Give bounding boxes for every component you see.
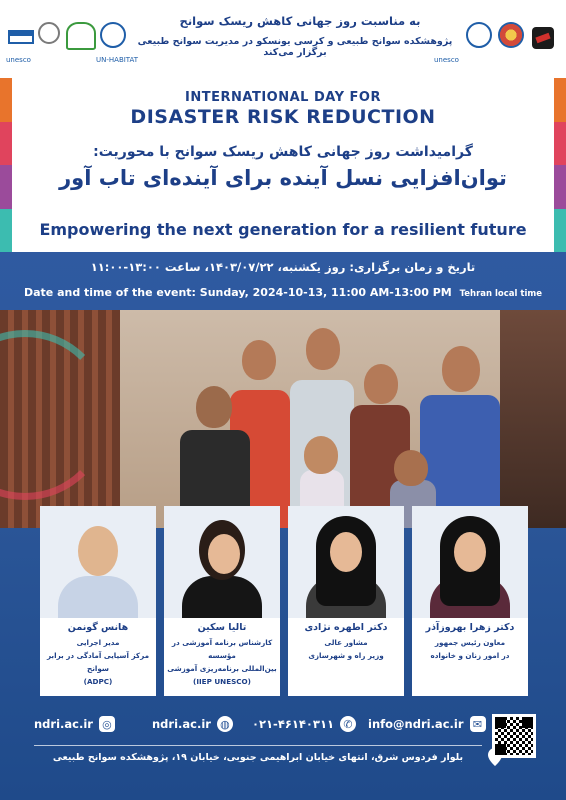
- speaker-role-2: مرکز آسیایی آمادگی در برابر سوانح: [46, 651, 150, 673]
- email-contact[interactable]: [368, 716, 486, 732]
- website-link[interactable]: ndri.ac.ir: [152, 717, 211, 731]
- event-date-fa: تاریخ و زمان برگزاری: روز یکشنبه، ۱۴۰۳/۰۷/۲۲، ساعت ۱۳:۰۰-۱۱:۰۰: [90, 260, 476, 274]
- email-address[interactable]: info@ndri.ac.ir: [368, 717, 464, 731]
- un-habitat-logo: [100, 22, 126, 48]
- speaker-role-2: در امور زنان و خانواده: [430, 651, 510, 660]
- header-organizer: پژوهشکده سوانح طبیعی و کرسی یونسکو در مدیریت سوانح طبیعی برگزار می‌کند: [137, 36, 453, 58]
- speaker-photo-2: [164, 506, 280, 618]
- title-en-line1: INTERNATIONAL DAY FOR: [185, 90, 381, 105]
- speaker-card-4: [412, 506, 528, 696]
- title-panel: [12, 78, 554, 252]
- speaker-photo-4: [412, 506, 528, 618]
- qr-code[interactable]: [492, 714, 536, 758]
- footer-divider: [34, 745, 482, 746]
- speaker-card-1: [40, 506, 156, 696]
- title-fa-line1: گرامیداشت روز جهانی کاهش ریسک سوانح با محوریت:: [93, 144, 473, 160]
- instagram-icon: ◎: [99, 716, 115, 732]
- speakers-row: [40, 506, 530, 696]
- speaker-photo-3: [288, 506, 404, 618]
- website-contact[interactable]: [152, 716, 233, 732]
- unesco-logo-text-left: unesco: [6, 56, 31, 64]
- speaker-name: دکتر اطهره نژادی: [304, 622, 388, 633]
- ndri-logo: [528, 22, 558, 54]
- title-en-tagline: Empowering the next generation for a resilient future: [39, 220, 527, 239]
- speaker-name: دکتر زهرا بهروزآذر: [425, 622, 515, 633]
- phone-contact[interactable]: [252, 716, 356, 732]
- instagram-contact[interactable]: [34, 716, 115, 732]
- event-date-en-text: Date and time of the event: Sunday, 2024-10-13, 11:00 AM-13:00 PM: [23, 286, 452, 299]
- partner-logo-1: [38, 22, 60, 44]
- speaker-name: هانس گونمن: [67, 622, 129, 633]
- speaker-role-1: کارشناس برنامه آموزشی در مؤسسه: [171, 638, 273, 660]
- speaker-photo-1: [40, 506, 156, 618]
- children-photo: [0, 310, 566, 528]
- speaker-card-2: [164, 506, 280, 696]
- instagram-handle[interactable]: ndri.ac.ir: [34, 717, 93, 731]
- event-date-en: [0, 286, 566, 299]
- whatsapp-icon: ✆: [340, 716, 356, 732]
- title-fa-line2: توان‌افزایی نسل آینده برای آینده‌ای تاب آور: [59, 166, 507, 190]
- speaker-role-1: معاون رئیس جمهور: [434, 638, 506, 647]
- mail-icon: ✉: [470, 716, 486, 732]
- un-habitat-logo-text: UN-HABITAT: [96, 56, 139, 64]
- speaker-role-3: (ADPC): [83, 677, 113, 686]
- seal-logo: [498, 22, 524, 48]
- speaker-role-1: مدیر اجرایی: [76, 638, 120, 647]
- speaker-role-1: مشاور عالی: [324, 638, 368, 647]
- un-logo-right: [466, 22, 492, 48]
- header-occasion: به مناسبت روز جهانی کاهش ریسک سوانح: [179, 14, 421, 28]
- globe-icon: ◍: [217, 716, 233, 732]
- speaker-role-2: بین‌المللی برنامه‌ریزی آموزشی: [167, 664, 277, 673]
- partner-logo-2: [66, 22, 96, 50]
- event-timezone: Tehran local time: [459, 289, 543, 299]
- speaker-name: تالیا سکین: [197, 622, 247, 633]
- header: [0, 0, 566, 78]
- speaker-role-3: (IIEP UNESCO): [193, 677, 251, 686]
- postal-address: بلوار فردوس شرق، انتهای خیابان ابراهیمی جنوبی، خیابان ۱۹، پژوهشکده سوانح طبیعی: [52, 752, 464, 763]
- title-en-line2: DISASTER RISK REDUCTION: [130, 106, 436, 128]
- color-bar-right: [554, 78, 566, 252]
- color-bar-left: [0, 78, 12, 252]
- unesco-logo-text-right: unesco: [434, 56, 459, 64]
- speaker-card-3: [288, 506, 404, 696]
- unesco-logo-left: [6, 22, 36, 52]
- phone-number[interactable]: ۰۲۱-۴۶۱۴۰۳۱۱: [252, 717, 334, 731]
- speaker-role-2: وزیر راه و شهرسازی: [308, 651, 384, 660]
- contact-row: [34, 716, 482, 740]
